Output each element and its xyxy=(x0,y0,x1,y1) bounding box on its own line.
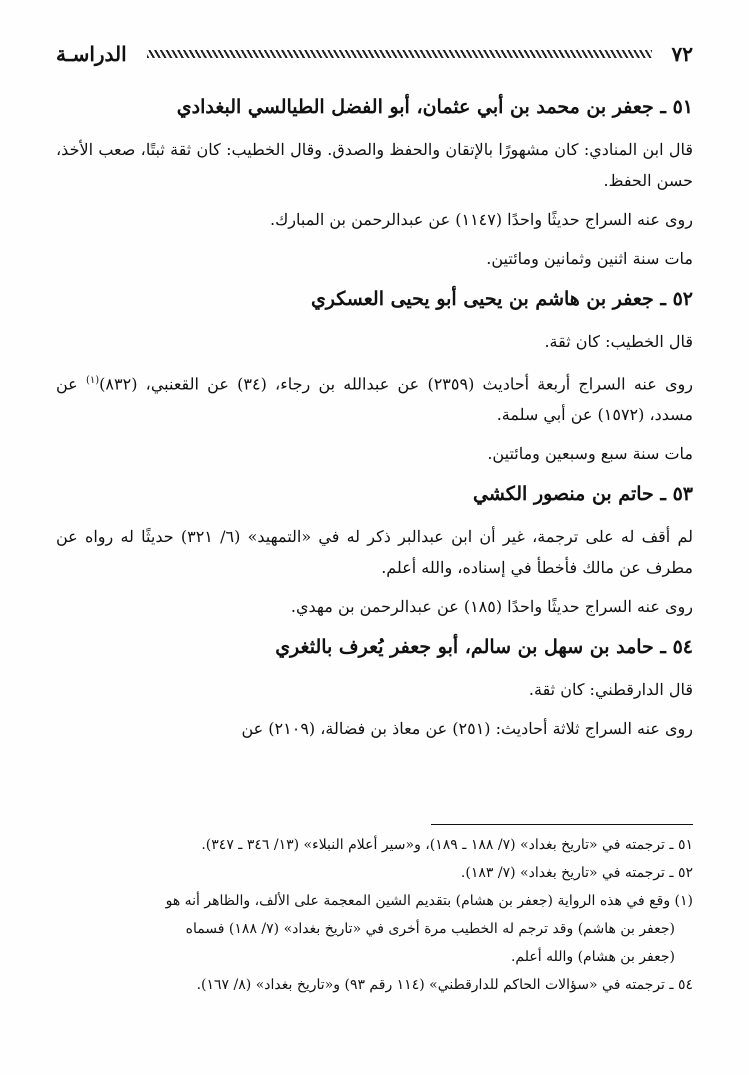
entry-52-paragraph-with-footnote xyxy=(56,365,693,430)
footnote-54: ٥٤ ـ ترجمته في «سؤالات الحاكم للدارقطني» (١١٤ رقم ٩٣) و«تاريخ بغداد» (٨/ ١٦٧). xyxy=(196,977,693,993)
entry-heading-51: ٥١ ـ جعفر بن محمد بن أبي عثمان، أبو الفضل الطيالسي البغدادي xyxy=(176,96,693,118)
entry-53-paragraph: لم أقف له على ترجمة، غير أن ابن عبدالبر ذكر له في «التمهيد» (٦/ ٣٢١) حديثًا له رواه عن مطرف عن مالك فأخطأ في إسناده، والله أعلم. xyxy=(56,527,693,578)
entry-52-paragraph: مات سنة سبع وسبعين ومائتين. xyxy=(487,444,693,464)
footnote-1 xyxy=(56,887,693,971)
footnote-51: ٥١ ـ ترجمته في «تاريخ بغداد» (٧/ ١٨٨ ـ ١٨٩)، و«سير أعلام النبلاء» (١٣/ ٣٤٦ ـ ٣٤٧). xyxy=(201,837,693,853)
footnote-52: ٥٢ ـ ترجمته في «تاريخ بغداد» (٧/ ١٨٣). xyxy=(460,865,693,881)
footnotes xyxy=(56,824,693,999)
footnote-ref-1[interactable]: (١) xyxy=(85,375,100,386)
entry-heading-52: ٥٢ ـ جعفر بن هاشم بن يحيى أبو يحيى العسكري xyxy=(310,288,693,310)
entry-54-paragraph: قال الدارقطني: كان ثقة. xyxy=(528,680,693,700)
page-number: ٧٢ xyxy=(671,42,693,66)
header-rule xyxy=(147,50,652,58)
running-title: الدراسـة xyxy=(56,42,127,66)
footnote-1-line-1: (١) وقع في هذه الرواية (جعفر بن هشام) بتقديم الشين المعجمة على الألف، والظاهر أنه هو xyxy=(165,893,693,909)
entry-54-paragraph: روى عنه السراج ثلاثة أحاديث: (٢٥١) عن معاذ بن فضالة، (٢١٠٩) عن xyxy=(241,719,693,739)
main-text xyxy=(56,92,693,752)
entry-52-text-start: روى عنه السراج أربعة أحاديث (٢٣٥٩) عن عبدالله بن رجاء، (٣٤) عن القعنبي، (٨٣٢) xyxy=(99,374,694,394)
page-header xyxy=(56,34,693,74)
footnote-1-line-2: (جعفر بن هاشم) وقد ترجم له الخطيب مرة أخرى في «تاريخ بغداد» (٧/ ١٨٨) فسماه xyxy=(185,921,675,937)
entry-heading-53: ٥٣ ـ حاتم بن منصور الكشي xyxy=(472,483,693,506)
entry-52-text-end: عن مسدد، (١٥٧٢) عن أبي سلمة. xyxy=(56,374,693,425)
footnote-1-line-3: (جعفر بن هشام) والله أعلم. xyxy=(510,949,675,965)
entry-51-paragraph: روى عنه السراج حديثًا واحدًا (١١٤٧) عن عبدالرحمن بن المبارك. xyxy=(270,210,693,229)
footnote-separator xyxy=(431,824,693,825)
entry-53-paragraph: روى عنه السراج حديثًا واحدًا (١٨٥) عن عبدالرحمن بن مهدي. xyxy=(290,597,693,617)
entry-51-paragraph: مات سنة اثنين وثمانين ومائتين. xyxy=(486,249,693,268)
entry-heading-54: ٥٤ ـ حامد بن سهل بن سالم، أبو جعفر يُعرف بالثغري xyxy=(275,636,693,659)
entry-52-paragraph: قال الخطيب: كان ثقة. xyxy=(544,332,693,351)
entry-51-paragraph: قال ابن المنادي: كان مشهورًا بالإتقان والحفظ والصدق. وقال الخطيب: كان ثقة ثبتًا، صعب الأخذ، حسن الحفظ. xyxy=(56,140,693,190)
